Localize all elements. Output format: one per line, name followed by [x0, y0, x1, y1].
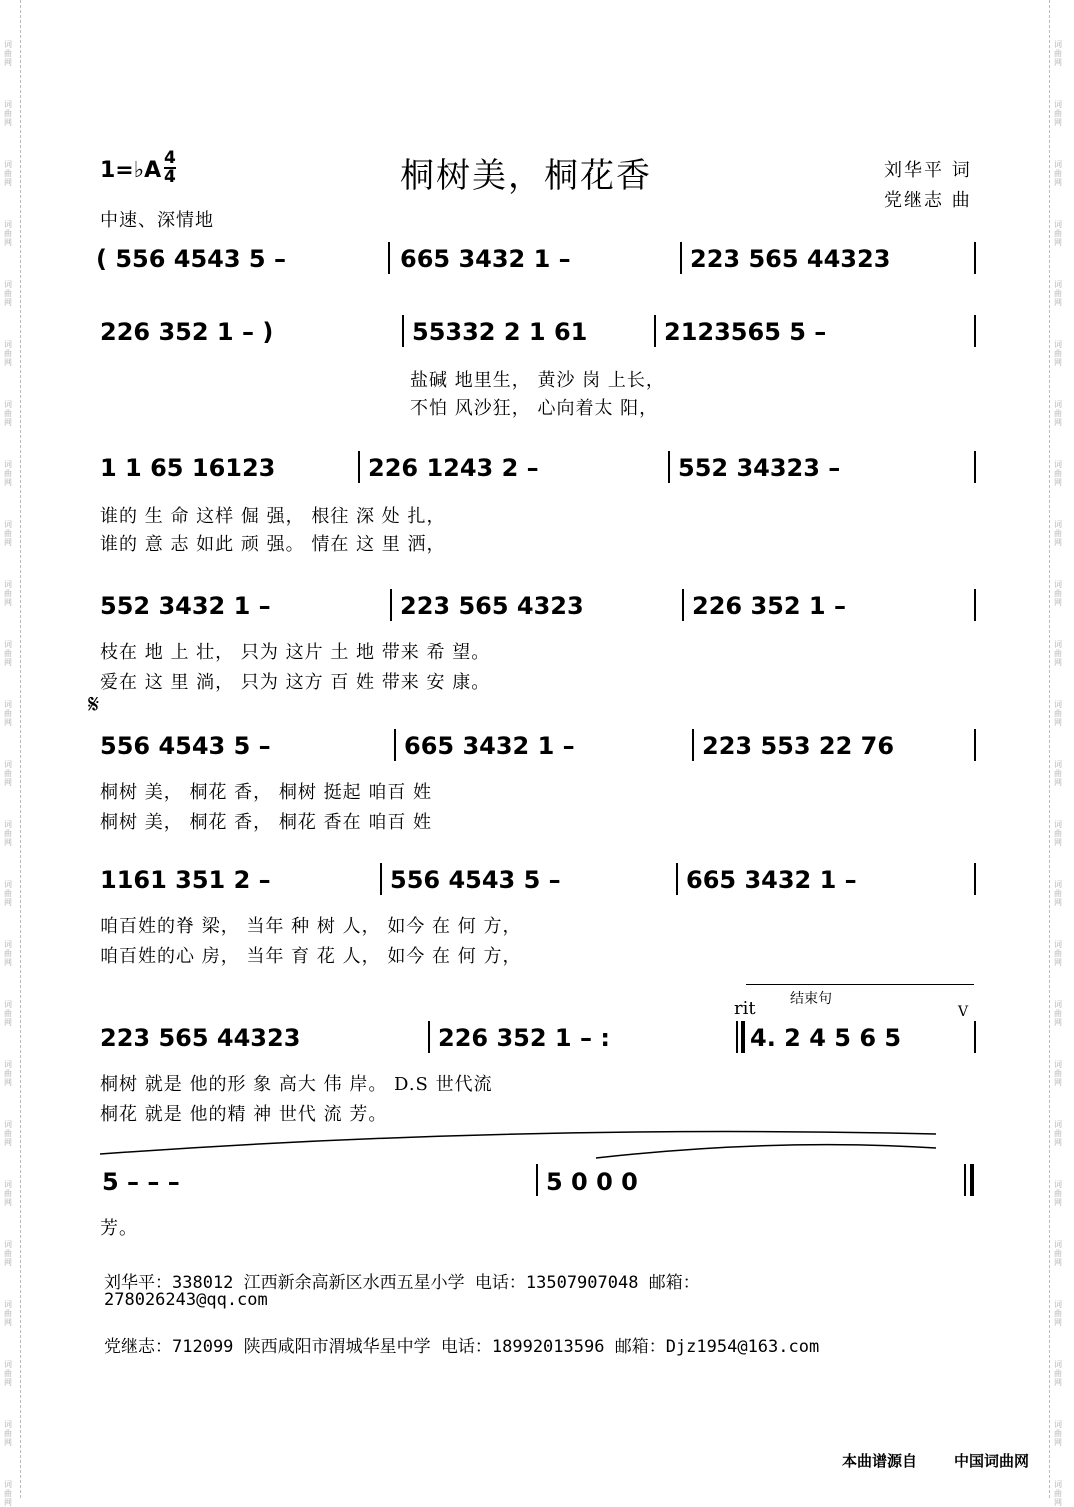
side-watermark-mark: 词曲网 [4, 640, 12, 667]
side-watermark-mark: 词曲网 [1054, 1180, 1062, 1207]
row5-lyrics-verse2: 桐树 美， 桐花 香， 桐花 香在 咱百 姓 [100, 812, 433, 833]
side-watermark-mark: 词曲网 [1054, 1000, 1062, 1027]
side-watermark-mark: 词曲网 [1054, 160, 1062, 187]
side-watermark-mark: 词曲网 [1054, 580, 1062, 607]
row1-measure1: ( 556 4543 5 – [96, 245, 286, 273]
composer-credit: 党继志 曲 [884, 190, 972, 211]
side-watermark-mark: 词曲网 [4, 460, 12, 487]
side-watermark-mark: 词曲网 [1054, 340, 1062, 367]
barline [358, 451, 360, 483]
row7-measure3: 4. 2 4 5 6 5 [750, 1024, 902, 1052]
barline [974, 729, 976, 761]
row5-measure2: 665 3432 1 – [404, 732, 575, 760]
barline [388, 242, 390, 274]
row7-lyrics-verse2: 桐花 就是 他的精 神 世代 流 芳。 [100, 1104, 388, 1125]
row3-measure1: 1 1 65 16123 [100, 454, 276, 482]
breath-mark: V [958, 1004, 969, 1020]
row6-measure2: 556 4543 5 – [390, 866, 561, 894]
key-signature: 1=♭A [100, 158, 162, 183]
left-watermark-strip [0, 0, 21, 1507]
repeat-barline-thick [741, 1021, 745, 1053]
row4-lyrics-verse1: 枝在 地 上 壮， 只为 这片 土 地 带来 希 望。 [100, 642, 491, 663]
row8-measure2: 5 0 0 0 [546, 1168, 638, 1196]
repeat-barline [736, 1021, 738, 1053]
side-watermark-mark: 词曲网 [1054, 520, 1062, 547]
barline [974, 315, 976, 347]
barline [680, 242, 682, 274]
row7-lyrics-verse1: 桐树 就是 他的形 象 高大 伟 岸。 D.S 世代流 [100, 1074, 493, 1095]
barline [692, 729, 694, 761]
source-label: 本曲谱源自 [842, 1452, 918, 1470]
side-watermark-mark: 词曲网 [4, 520, 12, 547]
barline [380, 863, 382, 895]
side-watermark-mark: 词曲网 [4, 700, 12, 727]
side-watermark-mark: 词曲网 [4, 1180, 12, 1207]
source-name[interactable]: 中国词曲网 [954, 1452, 1030, 1470]
side-watermark-mark: 词曲网 [1054, 100, 1062, 127]
side-watermark-mark: 词曲网 [4, 880, 12, 907]
final-barline-thick [970, 1164, 974, 1196]
side-watermark-mark: 词曲网 [1054, 700, 1062, 727]
row3-lyrics-verse1: 谁的 生 命 这样 倔 强， 根往 深 处 扎， [100, 506, 446, 527]
side-watermark-mark: 词曲网 [1054, 1300, 1062, 1327]
tie-arcs [96, 1124, 946, 1164]
side-watermark-mark: 词曲网 [4, 280, 12, 307]
row6-measure3: 665 3432 1 – [686, 866, 857, 894]
segno-sign: 𝄋 [88, 690, 100, 720]
side-watermark-mark: 词曲网 [1054, 400, 1062, 427]
side-watermark-mark: 词曲网 [1054, 1060, 1062, 1087]
row2-measure1: 226 352 1 – ) [100, 318, 274, 346]
side-watermark-mark: 词曲网 [4, 100, 12, 127]
side-watermark-mark: 词曲网 [4, 580, 12, 607]
side-watermark-mark: 词曲网 [4, 40, 12, 67]
side-watermark-mark: 词曲网 [4, 1420, 12, 1447]
row3-lyrics-verse2: 谁的 意 志 如此 顽 强。 情在 这 里 洒， [100, 534, 446, 555]
row2-lyrics-verse2: 不怕 风沙狂， 心向着太 阳， [410, 398, 659, 419]
side-watermark-mark: 词曲网 [4, 1360, 12, 1387]
side-watermark-mark: 词曲网 [4, 820, 12, 847]
row4-measure3: 226 352 1 – [692, 592, 846, 620]
side-watermark-mark: 词曲网 [1054, 220, 1062, 247]
row3-measure2: 226 1243 2 – [368, 454, 539, 482]
barline [974, 589, 976, 621]
ending-label: 结束句 [790, 991, 832, 1007]
row5-lyrics-verse1: 桐树 美， 桐花 香， 桐树 挺起 咱百 姓 [100, 782, 433, 803]
row4-lyrics-verse2: 爱在 这 里 淌， 只为 这方 百 姓 带来 安 康。 [100, 672, 491, 693]
side-watermark-mark: 词曲网 [4, 220, 12, 247]
side-watermark-mark: 词曲网 [4, 160, 12, 187]
side-watermark-mark: 词曲网 [1054, 1120, 1062, 1147]
right-watermark-strip [1049, 0, 1074, 1507]
side-watermark-mark: 词曲网 [4, 940, 12, 967]
row4-measure2: 223 565 4323 [400, 592, 584, 620]
side-watermark-mark: 词曲网 [1054, 760, 1062, 787]
barline [676, 863, 678, 895]
barline [974, 451, 976, 483]
row1-measure3: 223 565 44323 [690, 245, 891, 273]
lyricist-credit: 刘华平 词 [884, 160, 972, 181]
rit-marking: rit [734, 998, 756, 1019]
side-watermark-mark: 词曲网 [1054, 40, 1062, 67]
ending-bracket [746, 984, 974, 985]
barline [682, 589, 684, 621]
barline [402, 315, 404, 347]
side-watermark-mark: 词曲网 [1054, 640, 1062, 667]
row8-measure1: 5 – – – [102, 1168, 180, 1196]
side-watermark-mark: 词曲网 [4, 1060, 12, 1087]
contact-lyricist: 刘华平：338012 江西新余高新区水西五星小学 电话：13507907048 邮箱： [104, 1273, 700, 1293]
row6-measure1: 1161 351 2 – [100, 866, 271, 894]
barline [974, 863, 976, 895]
row8-lyrics: 芳。 [100, 1218, 138, 1239]
barline [668, 451, 670, 483]
row2-measure3: 2123565 5 – [664, 318, 827, 346]
row3-measure3: 552 34323 – [678, 454, 841, 482]
row1-measure2: 665 3432 1 – [400, 245, 571, 273]
row6-lyrics-verse2: 咱百姓的心 房， 当年 育 花 人， 如今 在 何 方， [100, 946, 522, 967]
row5-measure3: 223 553 22 76 [702, 732, 895, 760]
barline [394, 729, 396, 761]
side-watermark-mark: 词曲网 [1054, 1360, 1062, 1387]
row2-lyrics-verse1: 盐碱 地里生， 黄沙 岗 上长， [410, 370, 665, 391]
barline [390, 589, 392, 621]
side-watermark-mark: 词曲网 [4, 1120, 12, 1147]
side-watermark-mark: 词曲网 [4, 1240, 12, 1267]
tempo-marking: 中速、深情地 [100, 210, 214, 231]
side-watermark-mark: 词曲网 [1054, 280, 1062, 307]
page-title: 桐树美，桐花香 [400, 156, 652, 196]
barline [974, 242, 976, 274]
row2-measure2: 55332 2 1 61 [412, 318, 588, 346]
side-watermark-mark: 词曲网 [1054, 820, 1062, 847]
side-watermark-mark: 词曲网 [1054, 880, 1062, 907]
contact-lyricist-email: 278026243@qq.com [104, 1290, 268, 1310]
side-watermark-mark: 词曲网 [4, 1300, 12, 1327]
side-watermark-mark: 词曲网 [4, 1480, 12, 1507]
contact-composer: 党继志：712099 陕西咸阳市渭城华星中学 电话：18992013596 邮箱：Djz1954@163.com [104, 1337, 820, 1357]
barline [654, 315, 656, 347]
barline [536, 1164, 538, 1196]
side-watermark-mark: 词曲网 [1054, 940, 1062, 967]
time-signature: 4 4 [164, 148, 176, 187]
row7-measure2: 226 352 1 – : [438, 1024, 610, 1052]
side-watermark-mark: 词曲网 [4, 400, 12, 427]
row7-measure1: 223 565 44323 [100, 1024, 301, 1052]
side-watermark-mark: 词曲网 [1054, 1240, 1062, 1267]
row4-measure1: 552 3432 1 – [100, 592, 271, 620]
side-watermark-mark: 词曲网 [1054, 1420, 1062, 1447]
barline [974, 1021, 976, 1053]
final-barline-thin [964, 1164, 966, 1196]
side-watermark-mark: 词曲网 [1054, 1480, 1062, 1507]
side-watermark-mark: 词曲网 [4, 340, 12, 367]
row5-measure1: 556 4543 5 – [100, 732, 271, 760]
side-watermark-mark: 词曲网 [1054, 460, 1062, 487]
side-watermark-mark: 词曲网 [4, 1000, 12, 1027]
side-watermark-mark: 词曲网 [4, 760, 12, 787]
barline [428, 1021, 430, 1053]
row6-lyrics-verse1: 咱百姓的脊 梁， 当年 种 树 人， 如今 在 何 方， [100, 916, 522, 937]
